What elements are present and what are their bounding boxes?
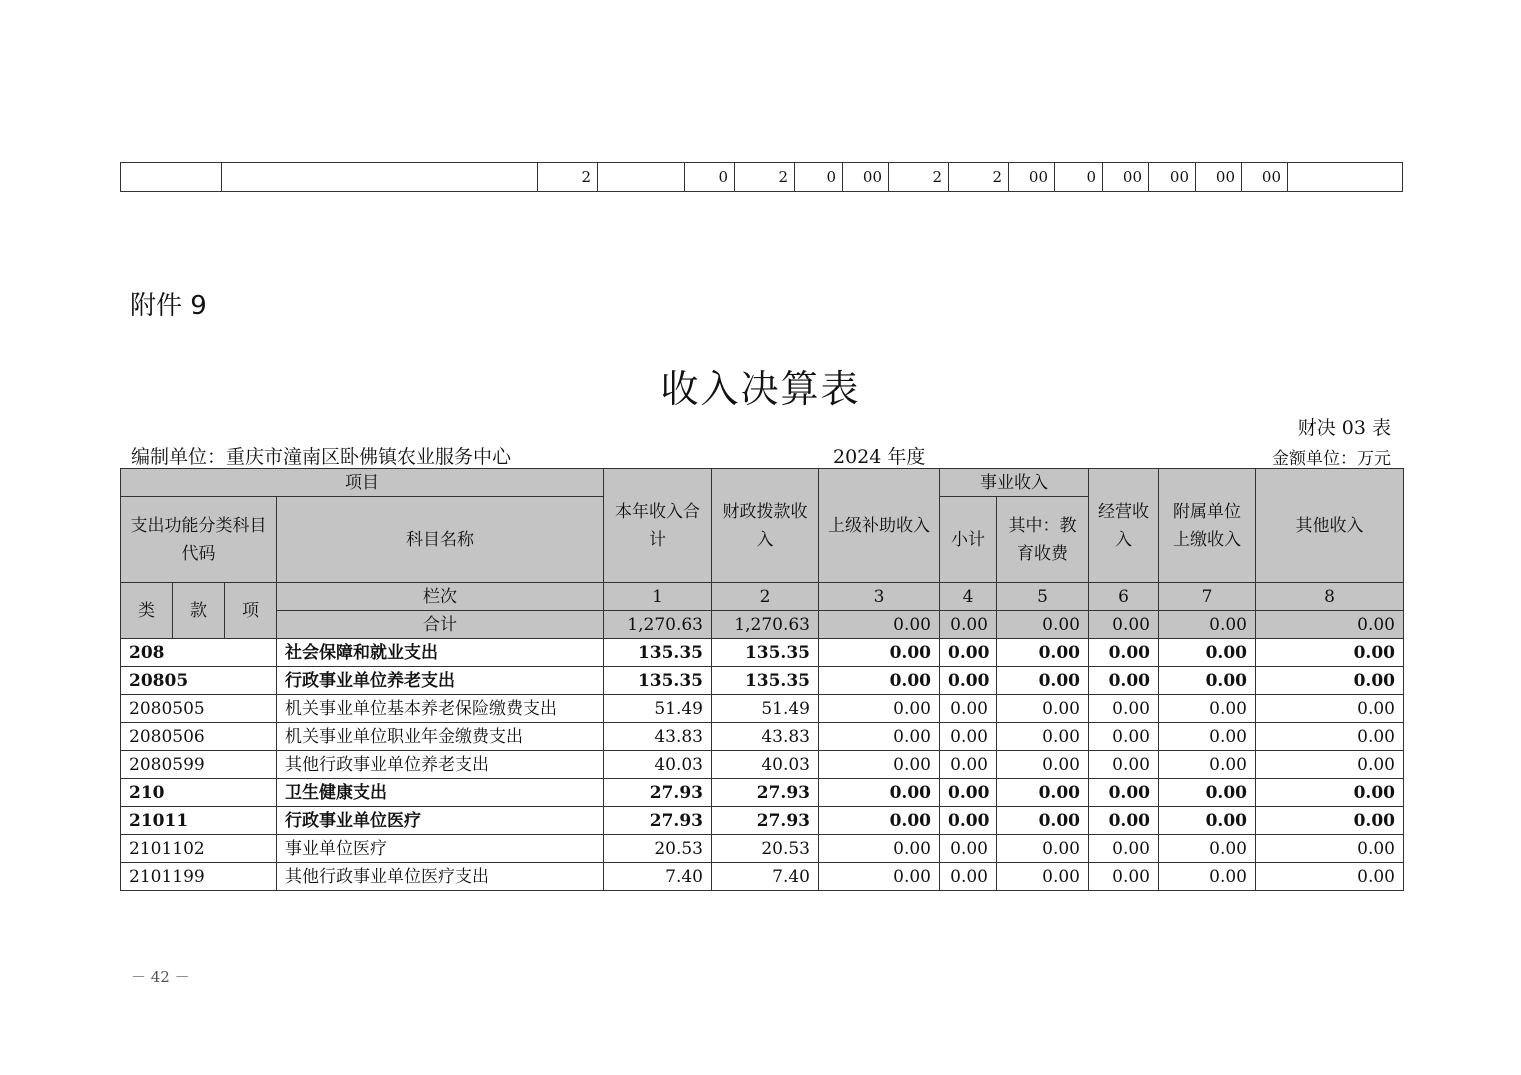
function-code: 2080506 — [121, 723, 277, 751]
table-row — [121, 751, 1404, 779]
amount-cell: 0.00 — [997, 779, 1089, 807]
function-code: 21011 — [121, 807, 277, 835]
header-row-1 — [121, 469, 1404, 497]
fiscal-year: 2024 年度 — [833, 446, 926, 468]
total-value: 0.00 — [1089, 611, 1159, 639]
fragment-cell — [598, 163, 685, 192]
fragment-cell: 2 — [538, 163, 598, 192]
total-label: 合计 — [277, 611, 604, 639]
amount-cell: 0.00 — [940, 723, 997, 751]
fragment-cell: 00 — [1242, 163, 1288, 192]
amount-cell: 0.00 — [819, 779, 940, 807]
amount-cell: 0.00 — [1089, 863, 1159, 891]
amount-cell: 0.00 — [1089, 639, 1159, 667]
amount-cell: 0.00 — [1089, 667, 1159, 695]
amount-cell: 20.53 — [712, 835, 819, 863]
column-number: 8 — [1256, 583, 1404, 611]
amount-cell: 0.00 — [1159, 807, 1256, 835]
header-affiliated-income: 附属单位上缴收入 — [1159, 469, 1256, 583]
amount-cell: 0.00 — [1256, 863, 1404, 891]
amount-cell: 0.00 — [940, 639, 997, 667]
table-row — [121, 835, 1404, 863]
header-fiscal-appropriation: 财政拨款收入 — [712, 469, 819, 583]
amount-cell: 0.00 — [1159, 835, 1256, 863]
amount-cell: 0.00 — [940, 751, 997, 779]
amount-cell: 0.00 — [997, 695, 1089, 723]
fragment-cell: 2 — [735, 163, 795, 192]
column-number: 3 — [819, 583, 940, 611]
total-row — [121, 611, 1404, 639]
fragment-cell: 00 — [1196, 163, 1242, 192]
amount-cell: 0.00 — [819, 723, 940, 751]
fragment-cell: 00 — [1103, 163, 1149, 192]
form-code: 财决 03 表 — [1297, 417, 1391, 439]
amount-cell: 27.93 — [604, 807, 712, 835]
column-number: 1 — [604, 583, 712, 611]
amount-cell: 135.35 — [712, 667, 819, 695]
subject-name: 事业单位医疗 — [277, 835, 604, 863]
table-row — [121, 807, 1404, 835]
amount-cell: 0.00 — [940, 835, 997, 863]
amount-cell: 135.35 — [604, 667, 712, 695]
fragment-cell: 2 — [949, 163, 1009, 192]
amount-cell: 0.00 — [1256, 723, 1404, 751]
fragment-cell — [222, 163, 538, 192]
header-other-income: 其他收入 — [1256, 469, 1404, 583]
column-number: 6 — [1089, 583, 1159, 611]
amount-cell: 40.03 — [604, 751, 712, 779]
function-code: 210 — [121, 779, 277, 807]
amount-cell: 0.00 — [1089, 723, 1159, 751]
amount-cell: 0.00 — [1159, 863, 1256, 891]
table-row — [121, 695, 1404, 723]
amount-cell: 135.35 — [604, 639, 712, 667]
table-row — [121, 863, 1404, 891]
table-row — [121, 667, 1404, 695]
header-business-income: 事业收入 — [940, 469, 1089, 497]
amount-cell: 0.00 — [819, 863, 940, 891]
amount-cell: 51.49 — [712, 695, 819, 723]
header-operating-income: 经营收入 — [1089, 469, 1159, 583]
function-code: 2080505 — [121, 695, 277, 723]
previous-table-fragment — [120, 162, 1403, 192]
amount-cell: 7.40 — [712, 863, 819, 891]
amount-cell: 0.00 — [1159, 639, 1256, 667]
fragment-cell: 0 — [1055, 163, 1103, 192]
column-number: 4 — [940, 583, 997, 611]
table-row — [121, 723, 1404, 751]
amount-cell: 0.00 — [819, 751, 940, 779]
function-code: 2101102 — [121, 835, 277, 863]
compiling-unit: 编制单位：重庆市潼南区卧佛镇农业服务中心 — [131, 446, 512, 468]
amount-cell: 20.53 — [604, 835, 712, 863]
amount-cell: 0.00 — [997, 723, 1089, 751]
subject-name: 机关事业单位职业年金缴费支出 — [277, 723, 604, 751]
total-value: 1,270.63 — [604, 611, 712, 639]
total-value: 0.00 — [1159, 611, 1256, 639]
table-row — [121, 779, 1404, 807]
amount-cell: 0.00 — [997, 751, 1089, 779]
amount-cell: 0.00 — [1256, 667, 1404, 695]
amount-cell: 0.00 — [1256, 695, 1404, 723]
amount-cell: 0.00 — [819, 639, 940, 667]
column-number: 7 — [1159, 583, 1256, 611]
amount-cell: 0.00 — [1159, 779, 1256, 807]
total-value: 0.00 — [940, 611, 997, 639]
header-education-fee: 其中：教育收费 — [997, 497, 1089, 583]
amount-cell: 0.00 — [997, 807, 1089, 835]
amount-cell: 27.93 — [604, 779, 712, 807]
header-total-income: 本年收入合计 — [604, 469, 712, 583]
total-value: 0.00 — [1256, 611, 1404, 639]
amount-cell: 0.00 — [997, 835, 1089, 863]
fragment-cell — [1288, 163, 1403, 192]
fragment-cell: 00 — [1149, 163, 1196, 192]
income-statement-table — [120, 468, 1404, 891]
amount-cell: 0.00 — [940, 863, 997, 891]
header-section: 款 — [173, 583, 225, 639]
amount-cell: 0.00 — [819, 667, 940, 695]
amount-cell: 0.00 — [940, 667, 997, 695]
amount-cell: 0.00 — [1089, 695, 1159, 723]
subject-name: 其他行政事业单位养老支出 — [277, 751, 604, 779]
amount-cell: 0.00 — [1256, 835, 1404, 863]
amount-cell: 0.00 — [1159, 751, 1256, 779]
subject-name: 其他行政事业单位医疗支出 — [277, 863, 604, 891]
amount-cell: 51.49 — [604, 695, 712, 723]
fragment-row — [121, 163, 1403, 192]
fragment-cell: 00 — [1009, 163, 1055, 192]
page-title: 收入决算表 — [660, 367, 861, 411]
amount-cell: 0.00 — [1256, 639, 1404, 667]
amount-cell: 40.03 — [712, 751, 819, 779]
amount-cell: 7.40 — [604, 863, 712, 891]
amount-cell: 0.00 — [1256, 751, 1404, 779]
amount-cell: 0.00 — [997, 639, 1089, 667]
function-code: 2080599 — [121, 751, 277, 779]
subject-name: 社会保障和就业支出 — [277, 639, 604, 667]
function-code: 2101199 — [121, 863, 277, 891]
total-value: 1,270.63 — [712, 611, 819, 639]
subject-name: 机关事业单位基本养老保险缴费支出 — [277, 695, 604, 723]
amount-cell: 27.93 — [712, 807, 819, 835]
amount-cell: 0.00 — [819, 695, 940, 723]
amount-cell: 0.00 — [1089, 807, 1159, 835]
amount-cell: 0.00 — [1159, 723, 1256, 751]
fragment-cell: 00 — [843, 163, 889, 192]
amount-cell: 43.83 — [712, 723, 819, 751]
amount-cell: 0.00 — [940, 779, 997, 807]
fragment-cell: 0 — [795, 163, 843, 192]
amount-cell: 0.00 — [1256, 807, 1404, 835]
amount-cell: 0.00 — [819, 807, 940, 835]
header-item: 项 — [225, 583, 277, 639]
header-function-code: 支出功能分类科目代码 — [121, 497, 277, 583]
amount-cell: 0.00 — [940, 695, 997, 723]
header-subtotal: 小计 — [940, 497, 997, 583]
amount-cell: 0.00 — [1089, 779, 1159, 807]
fragment-cell — [121, 163, 222, 192]
fragment-cell: 0 — [685, 163, 735, 192]
column-number: 5 — [997, 583, 1089, 611]
table-row — [121, 639, 1404, 667]
amount-cell: 0.00 — [1159, 667, 1256, 695]
amount-cell: 43.83 — [604, 723, 712, 751]
total-value: 0.00 — [997, 611, 1089, 639]
header-column-index: 栏次 — [277, 583, 604, 611]
page-number: － 42 － — [131, 968, 190, 986]
header-class: 类 — [121, 583, 173, 639]
fragment-cell: 2 — [889, 163, 949, 192]
amount-cell: 0.00 — [1089, 835, 1159, 863]
amount-cell: 0.00 — [819, 835, 940, 863]
column-number: 2 — [712, 583, 819, 611]
subject-name: 卫生健康支出 — [277, 779, 604, 807]
attachment-label: 附件 9 — [130, 291, 207, 321]
header-row-3 — [121, 583, 1404, 611]
header-superior-subsidy: 上级补助收入 — [819, 469, 940, 583]
total-value: 0.00 — [819, 611, 940, 639]
amount-cell: 0.00 — [1089, 751, 1159, 779]
amount-cell: 0.00 — [997, 667, 1089, 695]
function-code: 20805 — [121, 667, 277, 695]
amount-cell: 0.00 — [1159, 695, 1256, 723]
header-subject-name: 科目名称 — [277, 497, 604, 583]
amount-cell: 135.35 — [712, 639, 819, 667]
function-code: 208 — [121, 639, 277, 667]
amount-cell: 0.00 — [997, 863, 1089, 891]
header-project: 项目 — [121, 469, 604, 497]
amount-cell: 0.00 — [940, 807, 997, 835]
amount-cell: 0.00 — [1256, 779, 1404, 807]
subject-name: 行政事业单位养老支出 — [277, 667, 604, 695]
amount-unit: 金额单位：万元 — [1272, 449, 1391, 469]
subject-name: 行政事业单位医疗 — [277, 807, 604, 835]
amount-cell: 27.93 — [712, 779, 819, 807]
